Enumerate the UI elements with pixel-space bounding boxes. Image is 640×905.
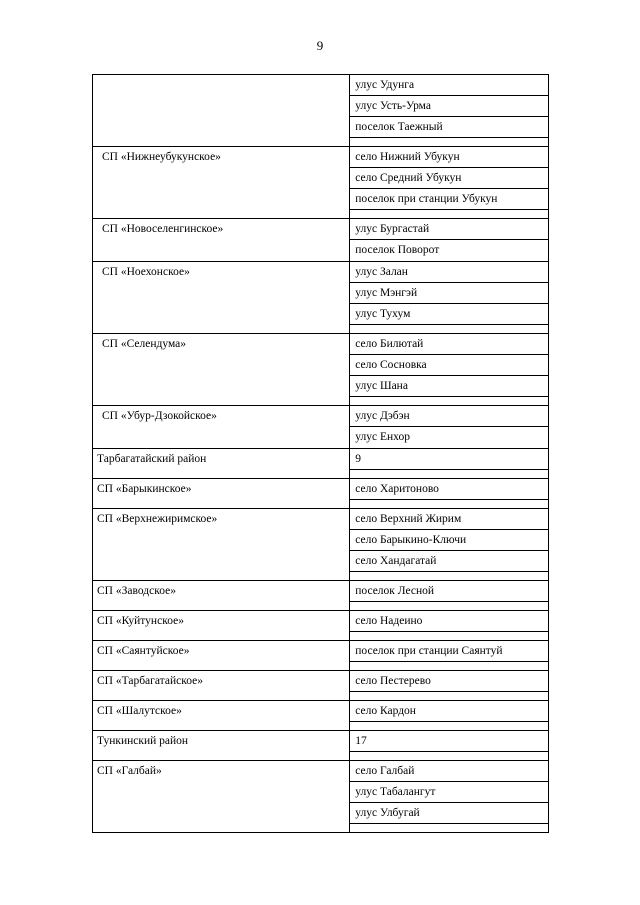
settlement-name: село Билютай	[350, 334, 548, 355]
settlement-name: село Галбай	[350, 761, 548, 782]
table-row	[93, 75, 549, 147]
settlement-name: село Сосновка	[350, 355, 548, 376]
settlement-name: поселок Поворот	[355, 244, 440, 256]
cell-spacer	[350, 397, 548, 405]
table-row	[93, 761, 549, 833]
table-row	[93, 641, 549, 671]
settlement-name: улус Улбугай	[350, 803, 548, 824]
municipality-name: СП «Верхнежиримское»	[97, 513, 218, 525]
settlement-name: село Верхний Жирим	[350, 509, 548, 530]
cell-spacer	[350, 722, 548, 730]
municipality-cell	[93, 479, 350, 509]
settlement-name: 9	[350, 449, 548, 470]
settlements-cell	[350, 75, 549, 147]
municipality-name: СП «Заводское»	[97, 585, 176, 597]
municipality-cell	[93, 581, 350, 611]
settlement-name: село Надеино	[350, 611, 548, 632]
cell-spacer	[350, 325, 548, 333]
municipality-cell	[93, 731, 350, 761]
settlements-cell	[350, 262, 549, 334]
table-row	[93, 509, 549, 581]
cell-spacer	[350, 572, 548, 580]
settlements-cell	[350, 509, 549, 581]
table-row	[93, 147, 549, 219]
municipality-name: СП «Галбай»	[97, 765, 162, 777]
settlements-cell	[350, 147, 549, 219]
page-number: 9	[316, 38, 324, 53]
municipality-name: СП «Селендума»	[102, 338, 187, 350]
settlement-name: село Пестерево	[350, 671, 548, 692]
municipality-name: СП «Новоселенгинское»	[102, 223, 224, 235]
municipality-name: СП «Куйтунское»	[97, 615, 184, 627]
table-row	[93, 701, 549, 731]
table-row	[93, 334, 549, 406]
settlement-name: улус Бургастай	[350, 219, 548, 240]
settlement-name: село Хандагатай	[350, 551, 548, 572]
table-row	[93, 479, 549, 509]
municipality-name	[93, 75, 349, 78]
cell-spacer	[350, 138, 548, 146]
settlements-cell	[350, 641, 549, 671]
settlements-cell	[350, 761, 549, 833]
settlements-cell	[350, 406, 549, 449]
settlement-name: поселок Лесной	[350, 581, 548, 602]
settlements-cell	[350, 479, 549, 509]
settlement-name: село Харитоново	[350, 479, 548, 500]
settlement-name: село Барыкино-Ключи	[350, 530, 548, 551]
table-row	[93, 671, 549, 701]
settlements-cell	[350, 581, 549, 611]
table-row	[93, 611, 549, 641]
cell-spacer	[350, 470, 548, 478]
municipality-cell	[93, 406, 350, 449]
settlements-cell	[350, 671, 549, 701]
table-row	[93, 219, 549, 262]
settlements-cell	[350, 219, 549, 262]
municipality-cell	[93, 147, 350, 219]
municipality-name: СП «Ноехонское»	[102, 266, 190, 278]
settlement-name: поселок при станции Саянтуй	[350, 641, 548, 662]
municipality-name: Тарбагатайский район	[97, 453, 207, 465]
settlement-name: 17	[350, 731, 548, 752]
municipality-cell	[93, 334, 350, 406]
table-row	[93, 581, 549, 611]
settlement-name: улус Тухум	[350, 304, 548, 325]
municipality-cell	[93, 611, 350, 641]
municipality-cell	[93, 701, 350, 731]
settlements-cell	[350, 701, 549, 731]
municipality-cell	[93, 671, 350, 701]
settlements-cell	[350, 611, 549, 641]
cell-spacer	[350, 824, 548, 832]
cell-spacer	[350, 210, 548, 218]
municipality-name: СП «Барыкинское»	[97, 483, 192, 495]
municipality-name: СП «Тарбагатайское»	[97, 675, 203, 687]
cell-spacer	[350, 662, 548, 670]
table-row	[93, 731, 549, 761]
cell-spacer	[350, 632, 548, 640]
municipality-name: СП «Саянтуйское»	[97, 645, 190, 657]
settlement-name: улус Дэбэн	[350, 406, 548, 427]
table-row	[93, 262, 549, 334]
settlement-name: улус Удунга	[350, 75, 548, 96]
settlement-name: улус Залан	[350, 262, 548, 283]
municipality-cell	[93, 449, 350, 479]
municipality-cell	[93, 262, 350, 334]
settlement-name: село Средний Убукун	[350, 168, 548, 189]
municipality-cell	[93, 219, 350, 262]
cell-spacer	[350, 752, 548, 760]
municipality-name: СП «Убур-Дзокойское»	[102, 410, 217, 422]
settlement-name: улус Мэнгэй	[350, 283, 548, 304]
table-row	[93, 406, 549, 449]
cell-spacer	[350, 602, 548, 610]
settlement-name: село Кардон	[350, 701, 548, 722]
municipality-cell	[93, 75, 350, 147]
settlements-cell	[350, 334, 549, 406]
settlement-name: село Нижний Убукун	[350, 147, 548, 168]
settlements-table	[92, 74, 549, 833]
settlement-name: улус Табалангут	[350, 782, 548, 803]
settlement-name: улус Усть-Урма	[350, 96, 548, 117]
settlements-cell	[350, 731, 549, 761]
settlement-name: поселок Таежный	[350, 117, 548, 138]
cell-spacer	[350, 692, 548, 700]
municipality-cell	[93, 641, 350, 671]
municipality-cell	[93, 509, 350, 581]
municipality-name: СП «Шалутское»	[97, 705, 182, 717]
municipality-name: Тункинский район	[97, 735, 189, 747]
cell-spacer	[350, 500, 548, 508]
settlements-cell	[350, 449, 549, 479]
municipality-name: СП «Нижнеубукунское»	[102, 151, 221, 163]
municipality-cell	[93, 761, 350, 833]
table-body	[93, 75, 549, 833]
settlement-name: поселок при станции Убукун	[350, 189, 548, 210]
table-row	[93, 449, 549, 479]
settlement-name: улус Шана	[350, 376, 548, 397]
settlement-name: улус Енхор	[355, 431, 410, 443]
